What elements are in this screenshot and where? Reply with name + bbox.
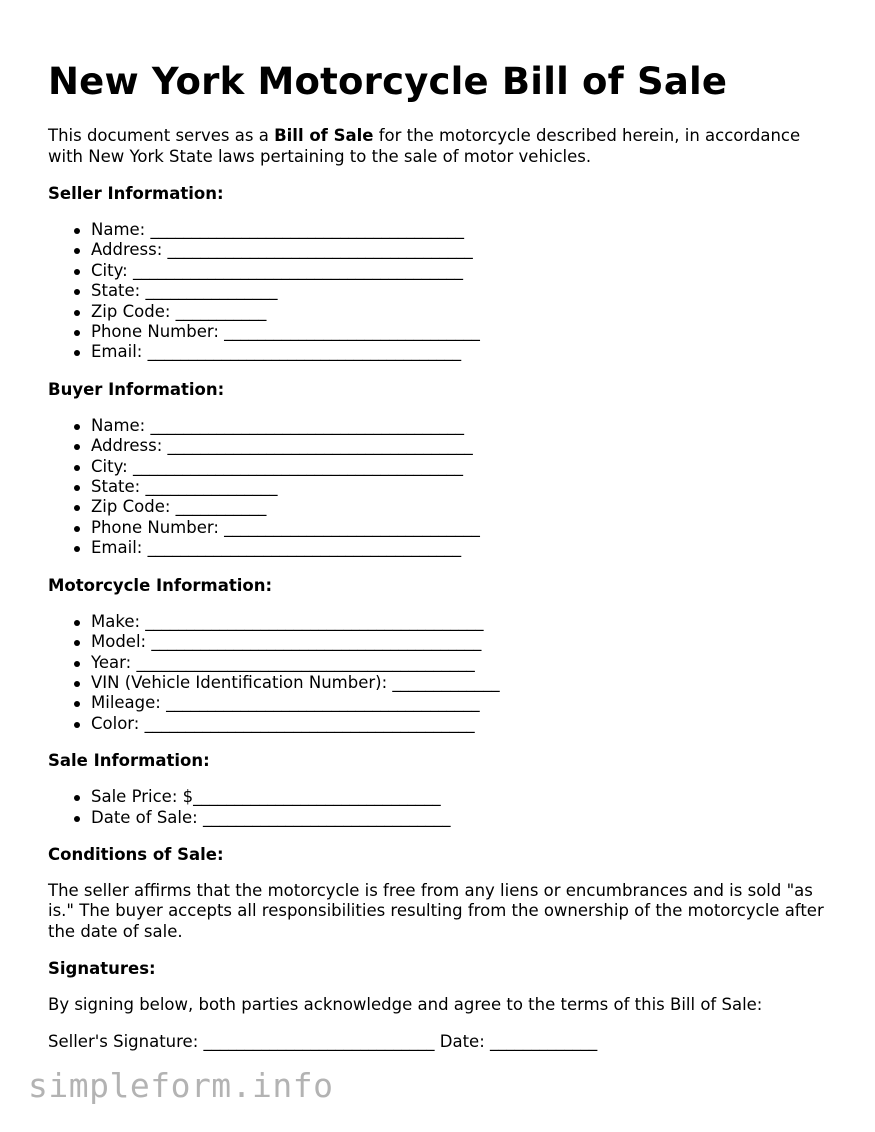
seller-heading: Seller Information: [48, 184, 224, 203]
make-field[interactable]: Make: _________________________________________ [91, 612, 838, 632]
intro-text-after: for the motorcycle described herein, in accordance with New York State laws pertaining to the sale of motor vehicles. [48, 126, 801, 166]
seller-signature-line[interactable]: Seller's Signature: ____________________________ Date: _____________ [48, 1031, 598, 1051]
buyer-name-field[interactable]: Name: ______________________________________ [91, 416, 838, 436]
conditions-heading: Conditions of Sale: [48, 844, 224, 864]
motorcycle-heading: Motorcycle Information: [48, 575, 273, 595]
vin-field[interactable]: VIN (Vehicle Identification Number): _____________ [91, 673, 838, 693]
sale-field-list [48, 787, 838, 828]
signatures-heading: Signatures: [48, 959, 156, 979]
model-field[interactable]: Model: ________________________________________ [91, 632, 838, 652]
watermark: simpleform.info [28, 1066, 334, 1105]
buyer-city-field[interactable]: City: ________________________________________ [91, 457, 838, 477]
seller-phone-field[interactable]: Phone Number: _______________________________ [91, 322, 838, 342]
seller-field-list [48, 220, 838, 363]
intro-bold-term: Bill of Sale [274, 126, 374, 145]
buyer-state-field[interactable]: State: ________________ [91, 477, 838, 497]
sale-date-field[interactable]: Date of Sale: ______________________________ [91, 808, 838, 828]
intro-text-before: This document serves as a [48, 126, 275, 145]
buyer-address-field[interactable]: Address: _____________________________________ [91, 436, 838, 456]
seller-name-field[interactable]: Name: ______________________________________ [91, 220, 838, 240]
buyer-phone-field[interactable]: Phone Number: _______________________________ [91, 518, 838, 538]
sale-price-field[interactable]: Sale Price: $______________________________ [91, 787, 838, 807]
motorcycle-field-list [48, 612, 838, 734]
intro-paragraph [48, 126, 838, 167]
buyer-heading: Buyer Information: [48, 379, 225, 399]
seller-address-field[interactable]: Address: _____________________________________ [91, 240, 838, 260]
seller-zip-field[interactable]: Zip Code: ___________ [91, 302, 838, 322]
buyer-field-list [48, 416, 838, 559]
year-field[interactable]: Year: _________________________________________ [91, 653, 838, 673]
document-page [48, 58, 838, 1052]
conditions-text: The seller affirms that the motorcycle is free from any liens or encumbrances and is sold "as is." The buyer accepts all responsibilities resulting from the ownership of the motorcycle after the date of sale. [48, 880, 824, 941]
color-field[interactable]: Color: ________________________________________ [91, 714, 838, 734]
buyer-email-field[interactable]: Email: ______________________________________ [91, 538, 838, 558]
seller-city-field[interactable]: City: ________________________________________ [91, 261, 838, 281]
seller-state-field[interactable]: State: ________________ [91, 281, 838, 301]
document-title: New York Motorcycle Bill of Sale [48, 60, 728, 103]
seller-email-field[interactable]: Email: ______________________________________ [91, 342, 838, 362]
signatures-text: By signing below, both parties acknowledge and agree to the terms of this Bill of Sale: [48, 995, 763, 1015]
mileage-field[interactable]: Mileage: ______________________________________ [91, 693, 838, 713]
buyer-zip-field[interactable]: Zip Code: ___________ [91, 497, 838, 517]
sale-heading: Sale Information: [48, 751, 210, 771]
